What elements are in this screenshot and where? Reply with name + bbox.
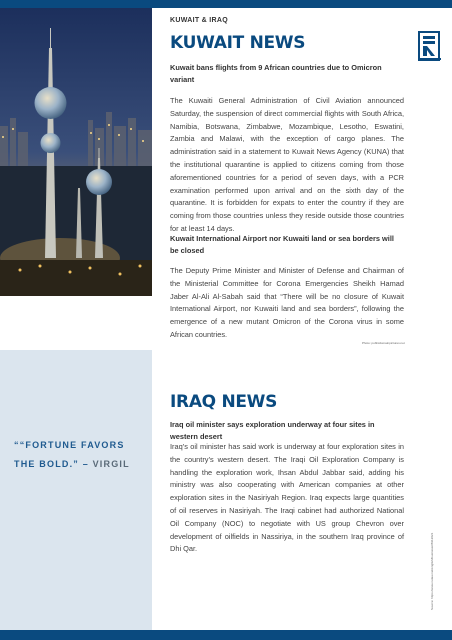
iraq-news-title: IRAQ NEWS: [170, 392, 278, 412]
kuwait-towers-photo: [0, 8, 152, 296]
kuwait-news-title: KUWAIT NEWS: [170, 33, 306, 53]
quote-author: VIRGIL: [92, 459, 130, 469]
section-label: KUWAIT & IRAQ: [170, 17, 228, 24]
iraq-subtitle: Iraq oil minister says exploration underway at four sites in western desert: [170, 420, 375, 441]
quote-text: ““FORTUNE FAVORS THE BOLD.” –: [14, 440, 125, 469]
kuwait-subtitle-2: Kuwait International Airport nor Kuwaiti land or sea borders will be closed: [170, 234, 394, 255]
bottom-bar: [0, 630, 452, 640]
kuwait-paragraph-1: The Kuwaiti General Administration of Civil Aviation announced Saturday, the suspension of direct commercial flights with South Africa, Namibia, Botswana, Zimbabwe, Mozambique, Lesotho, Eswatini, Zambia and Malawi, with the exception of cargo planes. The administration said in a statement to Kuwait News Agency (KUNA) that the institutional quarantine is applied to citizens coming from those aforementioned countries for a period of seven days, with a PCR examination performed upon arrival and on the sixth day of the quarantine. It is forbidden for expats to enter the country if they are coming from those countries unless they reside outside those countries for at least 14 days.: [170, 96, 404, 233]
kuwait-subtitle: Kuwait bans flights from 9 African countries due to Omicron variant: [170, 63, 382, 84]
magazine-logo-icon: [416, 30, 444, 62]
quote-block: [14, 436, 144, 474]
quote-panel: [0, 350, 152, 630]
kuwait-paragraph-2: The Deputy Prime Minister and Minister of Defense and Chairman of the Ministerial Committee for Corona Emergencies Sheikh Hamad Jaber Al-Ali Al-Sabah said that “There will be no closure of Kuwait International Airport, nor Kuwaiti land and sea borders”, following the emergence of a new mutant Omicron of the Corona virus in some African countries.: [170, 266, 404, 339]
source-credit: Source: https://www.rudaw.net/english/business/28112021: [430, 532, 434, 610]
top-bar: [0, 0, 452, 8]
iraq-paragraph: Iraq’s oil minister has said work is underway at four exploration sites in the country’s western desert. The Iraqi Oil Exploration Company is handling the exploration work, Ihsan Abdul Jabbar said, adding his ministry was also cooperating with American companies at other exploration sites in the Nasiriyah Region. Iraq expects large quantities of oil reserves in Nasiriyah. The Iraqi cabinet had authorized National Oil Company (NOC) to negotiate with US group Chevron over development of oilfields in Nassiriya, in the southern Iraq province of Dhi Qar.: [170, 442, 404, 554]
photo-credit: Photo: publicdomainpictures.net: [362, 341, 405, 345]
